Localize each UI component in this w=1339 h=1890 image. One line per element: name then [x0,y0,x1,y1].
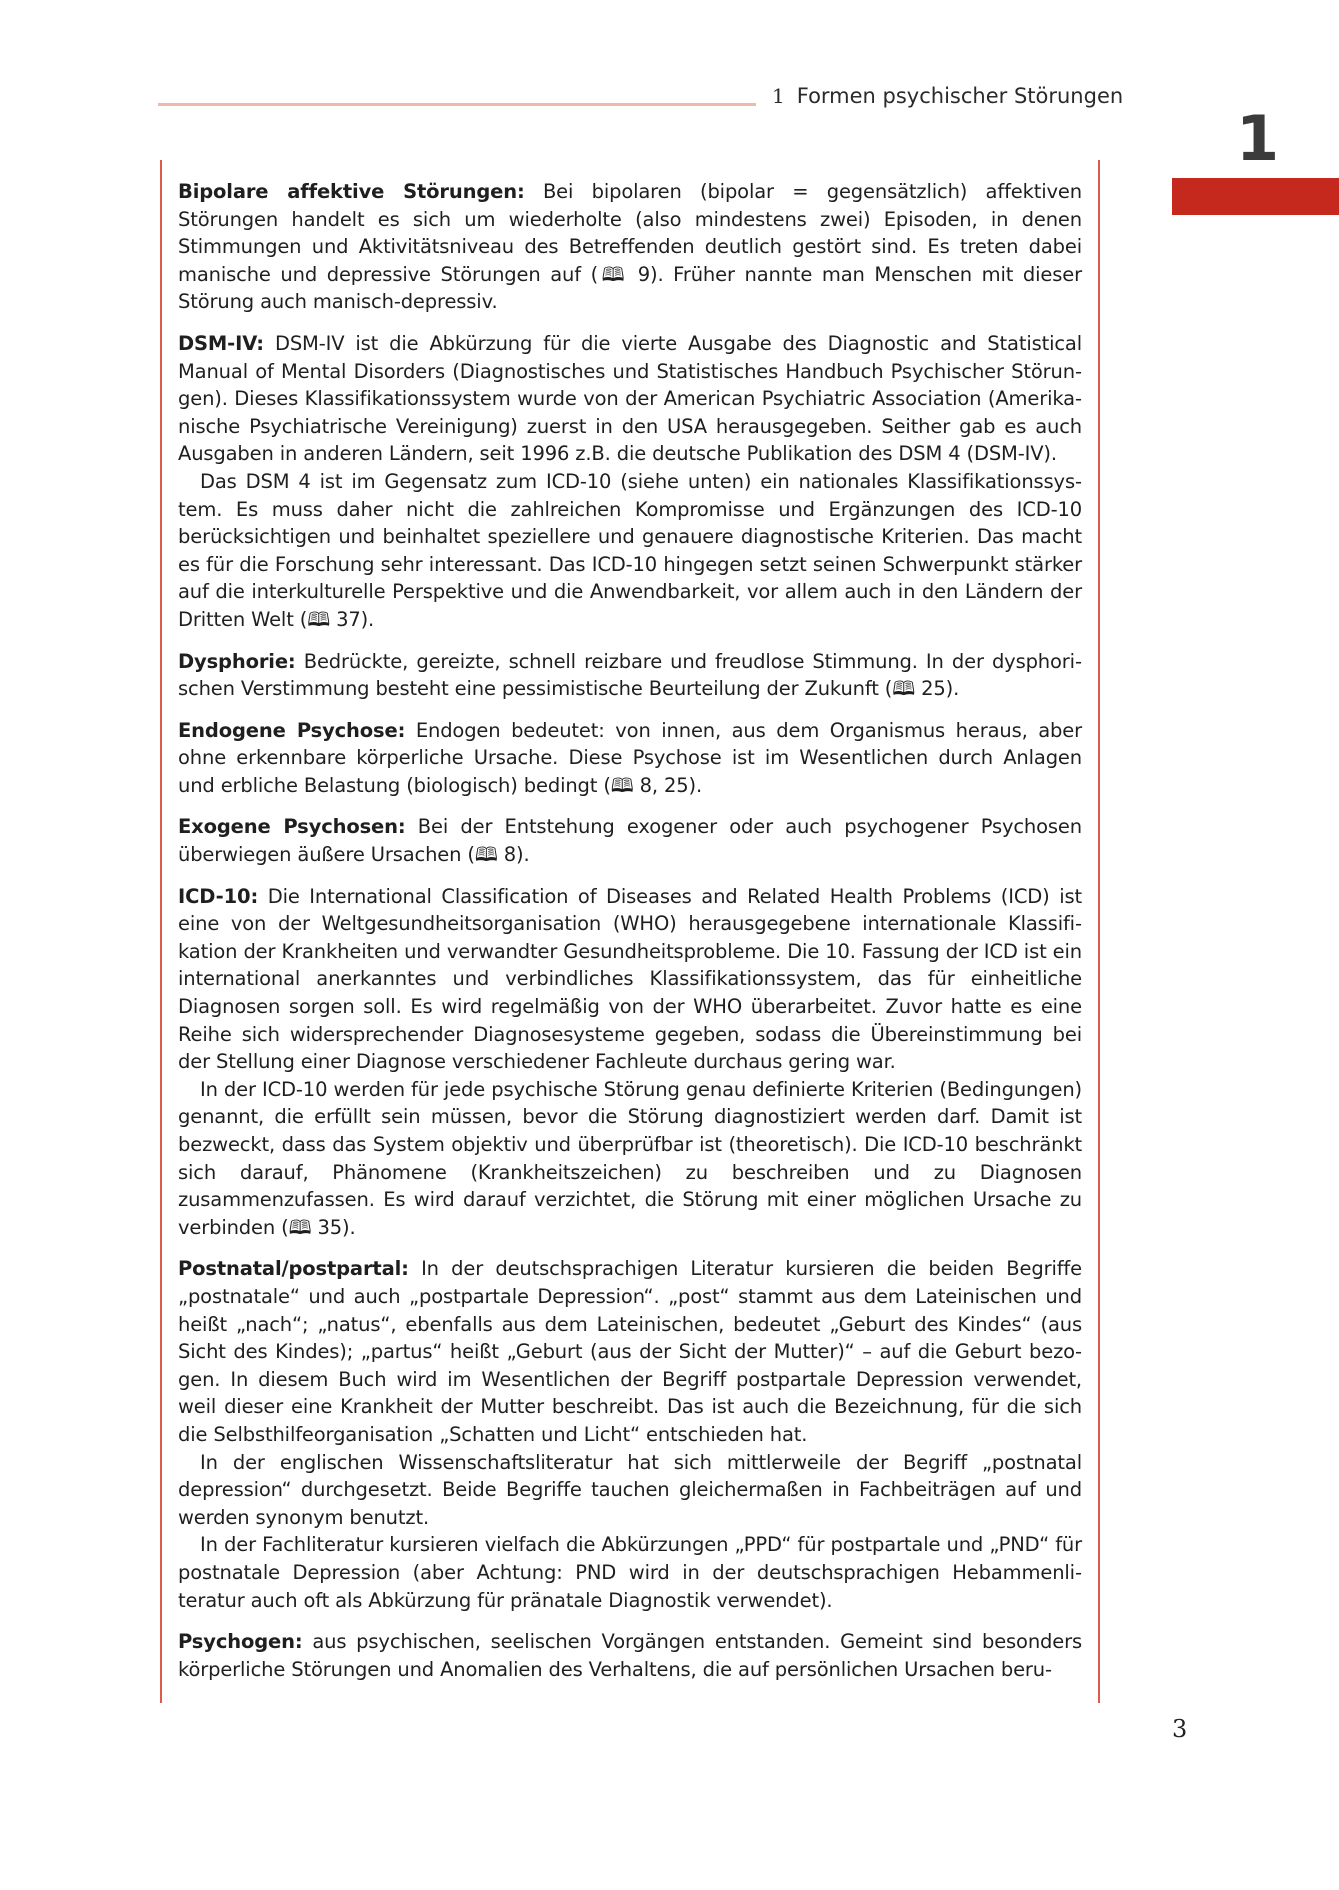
glossary-text: In der ICD-10 werden für jede psychische Störung genau definierte Kriterien (Bedingungen) genannt, die erfüllt sein müssen, bevor die Störung diagnostiziert werden darf. Damit ist bezweckt, dass das System objektiv und überprüfbar ist (theoretisch). Die ICD-10 beschränkt sich darauf, Phänomene (Krankheitszeichen) zu beschreiben und zu Diagnosen zusammenzufassen. Es wird darauf verzichtet, die Störung mit einer möglichen Ursache zu verbinden (🕮 35). [178,1077,1082,1239]
glossary-paragraph [178,1449,1082,1532]
text-frame-left-rule [160,160,162,1703]
glossary-text: In der deutschsprachigen Literatur kursieren die beiden Begriffe „postnatale“ und auch „postpartale Depression“. „post“ stammt aus dem Lateinischen und heißt „nach“; „natus“, ebenfalls aus dem Lateinischen, bedeutet „Geburt des Kindes“ (aus Sicht des Kindes); „partus“ heißt „Geburt (aus der Sicht der Mutter)“ – auf die Geburt bezogen. In diesem Buch wird im Wesentlichen der Begriff postpartale Depression verwendet, weil dieser eine Krankheit der Mutter beschreibt. Das ist auch die Bezeichnung, für die sich die Selbsthilfeorganisation „Schatten und Licht“ entschieden hat. [178,1257,1082,1446]
running-head-title: Formen psychischer Störungen [796,84,1124,108]
glossary-term: Postnatal/postpartal: [178,1257,409,1281]
glossary-entry-exogene-psychosen [178,813,1082,868]
glossary-paragraph [178,883,1082,1076]
running-head [772,84,1123,108]
glossary-paragraph [178,1628,1082,1683]
glossary-text: Endogen bedeutet: von innen, aus dem Organismus heraus, aber ohne erkennbare körperliche Ursache. Diese Psychose ist im Wesentlichen durch Anlagen und erbliche Belastung (biologisch) bedingt (🕮 8, 25). [178,718,1082,797]
glossary-term: Endogene Psychose: [178,718,406,742]
page-number: 3 [1172,1715,1188,1743]
glossary-term: Psychogen: [178,1630,303,1654]
glossary-paragraph [178,178,1082,316]
glossary-paragraph [178,1255,1082,1448]
glossary-term: DSM-IV: [178,331,264,355]
glossary-text: Bedrückte, gereizte, schnell reizbare und freudlose Stimmung. In der dysphorischen Verstimmung besteht eine pessimistische Beurteilung der Zukunft (🕮 25). [178,649,1082,701]
glossary-body [178,178,1082,1697]
glossary-entry-bipolar [178,178,1082,316]
glossary-text: Die International Classification of Diseases and Related Health Problems (ICD) ist eine von der Weltgesundheitsorganisation (WHO) herausgegebene internationale Klassifikation der Krankheiten und verwandter Gesundheitsprobleme. Die 10. Fassung der ICD ist ein international anerkanntes und verbindliches Klassifikationssystem, das für einheitliche Diagnosen sorgen soll. Es wird regelmäßig von der WHO überarbeitet. Zuvor hatte es eine Reihe sich widersprechender Diagnosesysteme gegeben, sodass die Übereinstimmung bei der Stellung einer Diagnose verschiedener Fachleute durchaus gering war. [178,884,1082,1074]
header-rule [158,103,756,106]
glossary-entry-endogene-psychose [178,717,1082,800]
glossary-paragraph [178,468,1082,634]
glossary-paragraph [178,717,1082,800]
glossary-text: In der englischen Wissenschaftsliteratur hat sich mittlerweile der Begriff „postnatal depression“ durchgesetzt. Beide Begriffe tauchen gleichermaßen in Fachbeiträgen auf und werden synonym benutzt. [178,1450,1082,1529]
chapter-marker-bar [1172,178,1339,215]
glossary-text: Bei bipolaren (bipolar = gegensätzlich) affektiven Störungen handelt es sich um wiederholte (also mindestens zwei) Episoden, in denen Stimmungen und Aktivitätsniveau des Betreffenden deutlich gestört sind. Es treten dabei manische und depressive Störungen auf (🕮 9). Früher nannte man Menschen mit dieser Störung auch manisch-depressiv. [178,180,1082,314]
glossary-entry-dysphorie [178,648,1082,703]
glossary-entry-postnatal-postpartal [178,1255,1082,1614]
glossary-paragraph [178,1076,1082,1242]
text-frame-right-rule [1098,160,1100,1703]
glossary-text: Bei der Entstehung exogener oder auch psychogener Psychosen überwiegen äußere Ursachen (🕮 8). [178,815,1082,867]
glossary-entry-psychogen [178,1628,1082,1683]
glossary-paragraph [178,648,1082,703]
glossary-term: Exogene Psychosen: [178,815,406,839]
glossary-entry-icd-10 [178,883,1082,1242]
glossary-paragraph [178,813,1082,868]
glossary-term: ICD-10: [178,884,259,908]
glossary-text: DSM-IV ist die Abkürzung für die vierte Ausgabe des Diagnostic and Statistical Manual of Mental Disorders (Diagnostisches und Statistisches Handbuch Psychischer Störungen). Dieses Klassifikationssystem wurde von der American Psychiatric Association (Amerikanische Psychiatrische Vereinigung) zuerst in den USA herausgegeben. Seither gab es auch Ausgaben in anderen Ländern, seit 1996 z.B. die deutsche Publikation des DSM 4 (DSM-IV). [178,331,1082,466]
glossary-paragraph [178,330,1082,468]
glossary-text: In der Fachliteratur kursieren vielfach die Abkürzungen „PPD“ für postpartale und „PND“ für postnatale Depression (aber Achtung: PND wird in der deutschsprachigen Hebammenliteratur auch oft als Abkürzung für pränatale Diagnostik verwendet). [178,1533,1082,1612]
glossary-text: Das DSM 4 ist im Gegensatz zum ICD-10 (siehe unten) ein nationales Klassifikationssystem. Es muss daher nicht die zahlreichen Kompromisse und Ergänzungen des ICD-10 berücksichtigen und beinhaltet speziellere und genauere diagnostische Kriterien. Das macht es für die Forschung sehr interessant. Das ICD-10 hingegen setzt seinen Schwerpunkt stärker auf die interkulturelle Perspektive und die Anwendbarkeit, vor allem auch in den Ländern der Dritten Welt (🕮 37). [178,469,1082,631]
chapter-marker-number: 1 [1236,102,1280,175]
running-head-chapter-number: 1 [772,84,785,108]
glossary-paragraph [178,1531,1082,1614]
glossary-text: aus psychischen, seelischen Vorgängen entstanden. Gemeint sind besonders körperliche Störungen und Anomalien des Verhaltens, die auf persönlichen Ursachen beru- [178,1630,1082,1681]
glossary-entry-dsm-iv [178,330,1082,634]
glossary-term: Bipolare affektive Störungen: [178,180,525,203]
glossary-term: Dysphorie: [178,649,296,673]
